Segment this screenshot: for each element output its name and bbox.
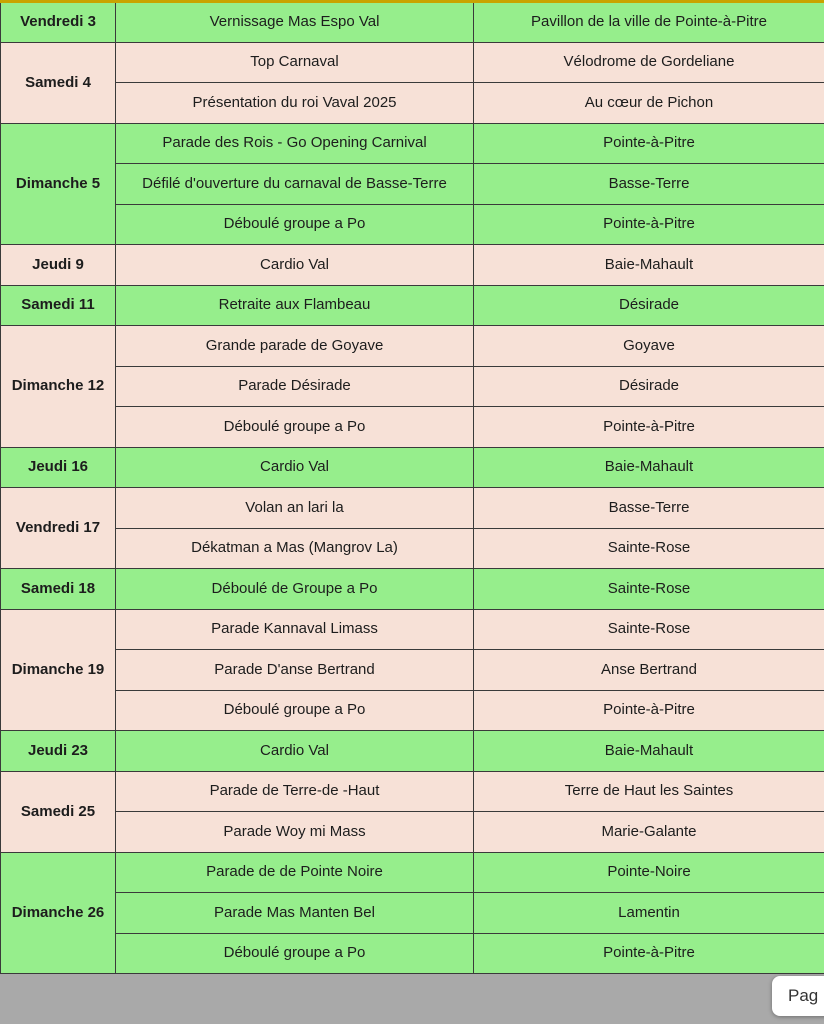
event-cell: Parade Kannaval Limass [116,609,474,650]
location-cell: Pointe-à-Pitre [474,690,824,731]
location-cell: Goyave [474,326,824,367]
location-cell: Pointe-à-Pitre [474,123,824,164]
table-row [1,83,824,124]
table-row [1,285,824,326]
table-row [1,893,824,934]
event-cell: Déboulé groupe a Po [116,933,474,974]
location-cell: Sainte-Rose [474,569,824,610]
event-cell: Parade Mas Manten Bel [116,893,474,934]
event-cell: Cardio Val [116,245,474,286]
location-cell: Basse-Terre [474,488,824,529]
location-cell: Pointe-à-Pitre [474,407,824,448]
table-row [1,488,824,529]
table-row [1,204,824,245]
location-cell: Désirade [474,366,824,407]
day-cell: Samedi 4 [1,42,116,123]
table-row [1,164,824,205]
event-cell: Déboulé de Groupe a Po [116,569,474,610]
location-cell: Lamentin [474,893,824,934]
event-cell: Présentation du roi Vaval 2025 [116,83,474,124]
location-cell: Basse-Terre [474,164,824,205]
table-row [1,2,824,43]
day-cell: Jeudi 16 [1,447,116,488]
event-cell: Grande parade de Goyave [116,326,474,367]
event-cell: Parade Désirade [116,366,474,407]
event-cell: Dékatman a Mas (Mangrov La) [116,528,474,569]
day-cell: Samedi 25 [1,771,116,852]
location-cell: Pointe-Noire [474,852,824,893]
event-cell: Parade des Rois - Go Opening Carnival [116,123,474,164]
table-row [1,407,824,448]
table-row [1,326,824,367]
table-row [1,528,824,569]
event-cell: Cardio Val [116,447,474,488]
day-cell: Samedi 18 [1,569,116,610]
table-row [1,245,824,286]
location-cell: Sainte-Rose [474,528,824,569]
location-cell: Pointe-à-Pitre [474,933,824,974]
event-cell: Défilé d'ouverture du carnaval de Basse-Terre [116,164,474,205]
table-row [1,812,824,853]
table-row [1,933,824,974]
day-cell: Dimanche 12 [1,326,116,448]
event-cell: Vernissage Mas Espo Val [116,2,474,43]
event-cell: Retraite aux Flambeau [116,285,474,326]
event-cell: Top Carnaval [116,42,474,83]
location-cell: Baie-Mahault [474,447,824,488]
event-cell: Cardio Val [116,731,474,772]
day-cell: Vendredi 17 [1,488,116,569]
page-indicator-label: Pag [788,986,819,1005]
day-cell: Jeudi 9 [1,245,116,286]
event-cell: Parade D'anse Bertrand [116,650,474,691]
event-cell: Parade de de Pointe Noire [116,852,474,893]
day-cell: Jeudi 23 [1,731,116,772]
location-cell: Vélodrome de Gordeliane [474,42,824,83]
day-cell: Dimanche 5 [1,123,116,245]
table-row [1,42,824,83]
location-cell: Terre de Haut les Saintes [474,771,824,812]
event-cell: Déboulé groupe a Po [116,690,474,731]
event-cell: Parade Woy mi Mass [116,812,474,853]
location-cell: Désirade [474,285,824,326]
location-cell: Sainte-Rose [474,609,824,650]
location-cell: Au cœur de Pichon [474,83,824,124]
table-row [1,609,824,650]
table-row [1,366,824,407]
location-cell: Baie-Mahault [474,731,824,772]
location-cell: Anse Bertrand [474,650,824,691]
day-cell: Vendredi 3 [1,2,116,43]
table-row [1,650,824,691]
day-cell: Dimanche 26 [1,852,116,974]
table-row [1,771,824,812]
table-row [1,569,824,610]
event-cell: Déboulé groupe a Po [116,407,474,448]
location-cell: Pointe-à-Pitre [474,204,824,245]
table-row [1,731,824,772]
table-row [1,447,824,488]
event-cell: Volan an lari la [116,488,474,529]
day-cell: Samedi 11 [1,285,116,326]
event-cell: Parade de Terre-de -Haut [116,771,474,812]
day-cell: Dimanche 19 [1,609,116,731]
page-indicator-button[interactable] [772,976,824,1016]
table-row [1,690,824,731]
table-row [1,123,824,164]
location-cell: Pavillon de la ville de Pointe-à-Pitre [474,2,824,43]
location-cell: Marie-Galante [474,812,824,853]
event-cell: Déboulé groupe a Po [116,204,474,245]
table-row [1,852,824,893]
location-cell: Baie-Mahault [474,245,824,286]
schedule-body [1,2,824,974]
